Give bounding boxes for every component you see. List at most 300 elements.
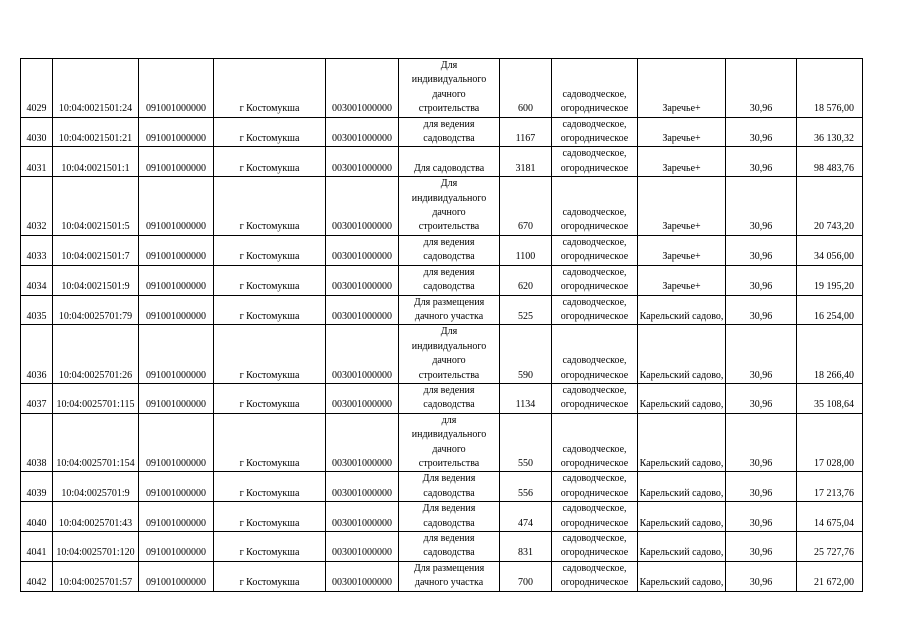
garden-association-cell: [638, 472, 726, 502]
table-row: [21, 59, 863, 118]
city-text: г Костомукша: [239, 103, 300, 115]
area-text: 474: [518, 517, 533, 529]
permitted-use-cell: [399, 295, 500, 325]
permitted-use-line: для ведения: [423, 533, 475, 544]
row-number-cell: [21, 383, 53, 413]
garden-association-cell: [638, 532, 726, 562]
land-category-cell: [552, 383, 638, 413]
cadastral-number-cell: [53, 59, 139, 118]
okato-code-cell: [139, 117, 214, 147]
garden-association-text: Заречье+: [662, 281, 701, 293]
rate-text: 30,96: [749, 487, 773, 499]
area-text: 1167: [515, 133, 536, 145]
cadastral-value-text: 19 195,20: [814, 281, 854, 293]
cadastral-number-text: 10:04:0025701:43: [58, 517, 133, 529]
city-text: г Костомукша: [239, 399, 300, 411]
cadastral-number-cell: [53, 177, 139, 236]
city-text: г Костомукша: [239, 517, 300, 529]
land-category-cell: [552, 147, 638, 177]
permitted-use-line: дачного участка: [414, 577, 484, 589]
area-text: 525: [518, 310, 533, 322]
land-category-line: огородническое: [560, 103, 629, 115]
permitted-use-line: для ведения: [423, 118, 475, 130]
permitted-use-line: Для размещения: [413, 296, 485, 308]
cadastral-number-text: 10:04:0021501:9: [61, 281, 130, 293]
permitted-use-cell: [399, 413, 500, 472]
oktmo-code-text: 003001000000: [332, 487, 392, 499]
oktmo-code-cell: [326, 502, 399, 532]
garden-association-text: Заречье+: [662, 221, 701, 233]
permitted-use-cell: [399, 265, 500, 295]
land-category-line: огородническое: [560, 133, 629, 145]
row-number-text: 4039: [26, 487, 47, 499]
rate-text: 30,96: [749, 577, 773, 589]
permitted-use-line: Для: [440, 178, 458, 190]
cadastral-number-cell: [53, 325, 139, 384]
area-cell: [500, 265, 552, 295]
cadastral-value-text: 18 266,40: [814, 369, 854, 381]
cadastral-value-cell: [797, 413, 863, 472]
rate-cell: [726, 502, 797, 532]
garden-association-cell: [638, 413, 726, 472]
land-category-line: садоводческое,: [562, 296, 627, 308]
oktmo-code-text: 003001000000: [332, 251, 392, 263]
garden-association-cell: [638, 561, 726, 591]
row-number-cell: [21, 177, 53, 236]
oktmo-code-text: 003001000000: [332, 221, 392, 233]
permitted-use-line: садоводства: [423, 547, 475, 559]
permitted-use-line: садоводства: [423, 251, 475, 263]
land-category-line: огородническое: [560, 547, 629, 559]
rate-cell: [726, 147, 797, 177]
city-cell: [214, 295, 326, 325]
row-number-text: 4029: [26, 103, 47, 115]
cadastral-value-text: 18 576,00: [814, 103, 854, 115]
permitted-use-line: садоводства: [423, 281, 475, 293]
row-number-cell: [21, 561, 53, 591]
city-text: г Костомукша: [239, 369, 300, 381]
cadastral-number-text: 10:04:0025701:26: [58, 369, 133, 381]
rate-cell: [726, 265, 797, 295]
area-text: 550: [518, 457, 533, 469]
table-row: [21, 265, 863, 295]
garden-association-text: Карельский садово,: [639, 547, 724, 559]
oktmo-code-text: 003001000000: [332, 133, 392, 145]
city-cell: [214, 325, 326, 384]
permitted-use-cell: [399, 117, 500, 147]
table-row: [21, 532, 863, 562]
cadastral-number-text: 10:04:0025701:120: [56, 547, 135, 559]
land-category-cell: [552, 117, 638, 147]
rate-text: 30,96: [749, 281, 773, 293]
land-category-line: огородническое: [560, 399, 629, 411]
row-number-text: 4037: [26, 399, 47, 411]
area-cell: [500, 561, 552, 591]
garden-association-text: Карельский садово,: [639, 487, 724, 499]
land-category-cell: [552, 413, 638, 472]
land-category-line: садоводческое,: [562, 384, 627, 396]
permitted-use-line: строительства: [418, 103, 480, 115]
rate-cell: [726, 295, 797, 325]
city-text: г Костомукша: [239, 133, 300, 145]
permitted-use-line: индивидуального: [411, 429, 487, 441]
city-cell: [214, 117, 326, 147]
permitted-use-cell: [399, 532, 500, 562]
okato-code-cell: [139, 235, 214, 265]
row-number-text: 4041: [26, 547, 47, 559]
okato-code-text: 091001000000: [146, 547, 206, 559]
land-category-line: огородническое: [560, 221, 629, 233]
oktmo-code-cell: [326, 235, 399, 265]
cadastral-number-text: 10:04:0021501:5: [61, 221, 130, 233]
oktmo-code-cell: [326, 532, 399, 562]
garden-association-text: Заречье+: [662, 133, 701, 145]
land-category-line: садоводческое,: [562, 207, 627, 219]
okato-code-cell: [139, 325, 214, 384]
rate-cell: [726, 413, 797, 472]
permitted-use-cell: [399, 325, 500, 384]
cadastral-value-text: 16 254,00: [814, 310, 854, 322]
area-text: 556: [518, 487, 533, 499]
oktmo-code-cell: [326, 59, 399, 118]
city-text: г Костомукша: [239, 310, 300, 322]
permitted-use-cell: [399, 383, 500, 413]
city-text: г Костомукша: [239, 251, 300, 263]
area-cell: [500, 413, 552, 472]
cadastral-value-cell: [797, 561, 863, 591]
city-cell: [214, 532, 326, 562]
land-category-line: огородническое: [560, 517, 629, 529]
permitted-use-line: строительства: [418, 221, 480, 233]
permitted-use-line: строительства: [418, 369, 480, 381]
land-register-table: [20, 58, 863, 592]
cadastral-value-text: 17 213,76: [814, 487, 854, 499]
oktmo-code-text: 003001000000: [332, 547, 392, 559]
oktmo-code-text: 003001000000: [332, 517, 392, 529]
garden-association-text: Заречье+: [662, 103, 701, 115]
okato-code-text: 091001000000: [146, 221, 206, 233]
city-cell: [214, 561, 326, 591]
oktmo-code-text: 003001000000: [332, 103, 392, 115]
okato-code-cell: [139, 383, 214, 413]
row-number-text: 4035: [26, 310, 47, 322]
garden-association-text: Карельский садово,: [639, 577, 724, 589]
permitted-use-line: дачного: [432, 207, 466, 219]
row-number-text: 4031: [26, 162, 47, 174]
land-category-line: садоводческое,: [562, 562, 627, 574]
rate-text: 30,96: [749, 103, 773, 115]
cadastral-value-cell: [797, 147, 863, 177]
row-number-text: 4040: [26, 517, 47, 529]
land-category-line: садоводческое,: [562, 266, 627, 278]
garden-association-cell: [638, 235, 726, 265]
cadastral-value-cell: [797, 502, 863, 532]
cadastral-number-text: 10:04:0025701:57: [58, 577, 133, 589]
permitted-use-line: Для: [440, 326, 458, 338]
cadastral-value-cell: [797, 117, 863, 147]
oktmo-code-text: 003001000000: [332, 577, 392, 589]
oktmo-code-cell: [326, 147, 399, 177]
oktmo-code-text: 003001000000: [332, 457, 392, 469]
city-cell: [214, 472, 326, 502]
area-cell: [500, 532, 552, 562]
permitted-use-line: Для ведения: [422, 473, 476, 485]
okato-code-text: 091001000000: [146, 103, 206, 115]
city-text: г Костомукша: [239, 162, 300, 174]
land-category-line: садоводческое,: [562, 355, 627, 367]
row-number-text: 4030: [26, 133, 47, 145]
permitted-use-line: садоводства: [423, 133, 475, 145]
cadastral-value-text: 35 108,64: [814, 399, 854, 411]
cadastral-value-text: 98 483,76: [814, 162, 854, 174]
rate-cell: [726, 177, 797, 236]
garden-association-cell: [638, 383, 726, 413]
permitted-use-line: строительства: [418, 457, 480, 469]
table-row: [21, 502, 863, 532]
cadastral-number-cell: [53, 561, 139, 591]
permitted-use-line: для ведения: [423, 236, 475, 248]
land-category-cell: [552, 177, 638, 236]
row-number-cell: [21, 59, 53, 118]
cadastral-value-text: 36 130,32: [814, 133, 854, 145]
cadastral-number-text: 10:04:0025701:154: [56, 457, 135, 469]
row-number-text: 4036: [26, 369, 47, 381]
cadastral-number-cell: [53, 295, 139, 325]
land-category-cell: [552, 325, 638, 384]
cadastral-number-text: 10:04:0021501:7: [61, 251, 130, 263]
row-number-cell: [21, 265, 53, 295]
land-category-line: садоводческое,: [562, 236, 627, 248]
area-text: 590: [518, 369, 533, 381]
cadastral-value-text: 25 727,76: [814, 547, 854, 559]
permitted-use-line: Для: [440, 60, 458, 71]
permitted-use-line: для: [441, 414, 457, 426]
permitted-use-line: садоводства: [423, 399, 475, 411]
cadastral-number-cell: [53, 413, 139, 472]
oktmo-code-cell: [326, 472, 399, 502]
okato-code-cell: [139, 502, 214, 532]
okato-code-cell: [139, 472, 214, 502]
garden-association-cell: [638, 295, 726, 325]
area-text: 600: [518, 103, 533, 115]
table-row: [21, 147, 863, 177]
table-row: [21, 177, 863, 236]
row-number-cell: [21, 532, 53, 562]
okato-code-cell: [139, 532, 214, 562]
cadastral-number-cell: [53, 532, 139, 562]
cadastral-number-cell: [53, 147, 139, 177]
land-category-line: огородническое: [560, 369, 629, 381]
okato-code-cell: [139, 59, 214, 118]
land-category-cell: [552, 295, 638, 325]
cadastral-value-cell: [797, 59, 863, 118]
area-cell: [500, 235, 552, 265]
permitted-use-cell: [399, 235, 500, 265]
rate-cell: [726, 59, 797, 118]
area-text: 620: [518, 281, 533, 293]
cadastral-number-cell: [53, 117, 139, 147]
city-cell: [214, 59, 326, 118]
permitted-use-cell: [399, 502, 500, 532]
okato-code-text: 091001000000: [146, 369, 206, 381]
land-category-line: огородническое: [560, 577, 629, 589]
rate-cell: [726, 117, 797, 147]
okato-code-text: 091001000000: [146, 487, 206, 499]
garden-association-text: Карельский садово,: [639, 517, 724, 529]
permitted-use-line: садоводства: [423, 487, 475, 499]
garden-association-cell: [638, 265, 726, 295]
rate-text: 30,96: [749, 457, 773, 469]
row-number-cell: [21, 472, 53, 502]
cadastral-value-cell: [797, 472, 863, 502]
land-category-cell: [552, 235, 638, 265]
garden-association-text: Карельский садово,: [639, 310, 724, 322]
permitted-use-line: дачного: [432, 443, 466, 455]
area-cell: [500, 59, 552, 118]
oktmo-code-text: 003001000000: [332, 310, 392, 322]
row-number-text: 4033: [26, 251, 47, 263]
oktmo-code-cell: [326, 413, 399, 472]
rate-text: 30,96: [749, 133, 773, 145]
cadastral-number-cell: [53, 265, 139, 295]
city-cell: [214, 502, 326, 532]
cadastral-number-cell: [53, 472, 139, 502]
area-cell: [500, 147, 552, 177]
row-number-text: 4032: [26, 221, 47, 233]
row-number-text: 4042: [26, 577, 47, 589]
rate-text: 30,96: [749, 369, 773, 381]
area-text: 831: [518, 547, 533, 559]
rate-text: 30,96: [749, 547, 773, 559]
table-row: [21, 117, 863, 147]
area-cell: [500, 177, 552, 236]
garden-association-text: Заречье+: [662, 162, 701, 174]
permitted-use-line: индивидуального: [411, 74, 487, 86]
cadastral-value-text: 20 743,20: [814, 221, 854, 233]
okato-code-text: 091001000000: [146, 517, 206, 529]
cadastral-value-text: 14 675,04: [814, 517, 854, 529]
permitted-use-cell: [399, 59, 500, 118]
garden-association-cell: [638, 59, 726, 118]
permitted-use-cell: [399, 561, 500, 591]
cadastral-value-cell: [797, 265, 863, 295]
okato-code-cell: [139, 561, 214, 591]
rate-cell: [726, 532, 797, 562]
okato-code-text: 091001000000: [146, 251, 206, 263]
oktmo-code-cell: [326, 177, 399, 236]
okato-code-cell: [139, 177, 214, 236]
cadastral-number-text: 10:04:0025701:9: [61, 487, 130, 499]
city-text: г Костомукша: [239, 457, 300, 469]
garden-association-cell: [638, 177, 726, 236]
rate-text: 30,96: [749, 517, 773, 529]
cadastral-number-text: 10:04:0025701:115: [56, 399, 135, 411]
okato-code-text: 091001000000: [146, 577, 206, 589]
oktmo-code-cell: [326, 117, 399, 147]
city-text: г Костомукша: [239, 487, 300, 499]
table-body: [21, 59, 863, 592]
city-text: г Костомукша: [239, 577, 300, 589]
land-category-line: садоводческое,: [562, 148, 627, 160]
land-category-line: огородническое: [560, 457, 629, 469]
row-number-cell: [21, 325, 53, 384]
cadastral-number-text: 10:04:0021501:21: [58, 133, 133, 145]
garden-association-text: Заречье+: [662, 251, 701, 263]
cadastral-value-text: 34 056,00: [814, 251, 854, 263]
land-category-cell: [552, 265, 638, 295]
land-category-cell: [552, 561, 638, 591]
cadastral-number-text: 10:04:0021501:1: [61, 162, 130, 174]
area-cell: [500, 472, 552, 502]
land-category-cell: [552, 502, 638, 532]
rate-cell: [726, 561, 797, 591]
rate-cell: [726, 325, 797, 384]
garden-association-cell: [638, 325, 726, 384]
area-text: 670: [518, 221, 533, 233]
permitted-use-line: дачного участка: [414, 310, 484, 322]
permitted-use-line: индивидуального: [411, 192, 487, 204]
row-number-cell: [21, 413, 53, 472]
permitted-use-cell: [399, 147, 500, 177]
row-number-text: 4034: [26, 281, 47, 293]
okato-code-text: 091001000000: [146, 162, 206, 174]
rate-text: 30,96: [749, 162, 773, 174]
row-number-text: 4038: [26, 457, 47, 469]
okato-code-text: 091001000000: [146, 310, 206, 322]
permitted-use-line: дачного: [432, 355, 466, 367]
city-cell: [214, 383, 326, 413]
land-category-line: огородническое: [560, 251, 629, 263]
permitted-use-line: Для размещения: [413, 562, 485, 574]
area-cell: [500, 502, 552, 532]
area-text: 1100: [515, 251, 536, 263]
rate-cell: [726, 472, 797, 502]
table-row: [21, 383, 863, 413]
city-cell: [214, 177, 326, 236]
garden-association-cell: [638, 147, 726, 177]
row-number-cell: [21, 235, 53, 265]
area-cell: [500, 295, 552, 325]
area-text: 700: [518, 577, 533, 589]
city-cell: [214, 265, 326, 295]
row-number-cell: [21, 117, 53, 147]
oktmo-code-text: 003001000000: [332, 162, 392, 174]
land-category-cell: [552, 532, 638, 562]
cadastral-number-text: 10:04:0021501:24: [58, 103, 133, 115]
cadastral-value-cell: [797, 235, 863, 265]
cadastral-number-cell: [53, 502, 139, 532]
oktmo-code-text: 003001000000: [332, 399, 392, 411]
permitted-use-line: Для садоводства: [413, 162, 485, 174]
permitted-use-line: Для ведения: [422, 503, 476, 515]
cadastral-number-cell: [53, 383, 139, 413]
permitted-use-line: садоводства: [423, 517, 475, 529]
cadastral-value-text: 17 028,00: [814, 457, 854, 469]
okato-code-cell: [139, 413, 214, 472]
table-row: [21, 472, 863, 502]
permitted-use-line: дачного: [432, 88, 466, 100]
area-cell: [500, 325, 552, 384]
garden-association-text: Карельский садово,: [639, 369, 724, 381]
city-text: г Костомукша: [239, 281, 300, 293]
rate-text: 30,96: [749, 399, 773, 411]
oktmo-code-cell: [326, 325, 399, 384]
okato-code-text: 091001000000: [146, 457, 206, 469]
city-text: г Костомукша: [239, 221, 300, 233]
permitted-use-line: для ведения: [423, 384, 475, 396]
row-number-cell: [21, 295, 53, 325]
table-row: [21, 561, 863, 591]
